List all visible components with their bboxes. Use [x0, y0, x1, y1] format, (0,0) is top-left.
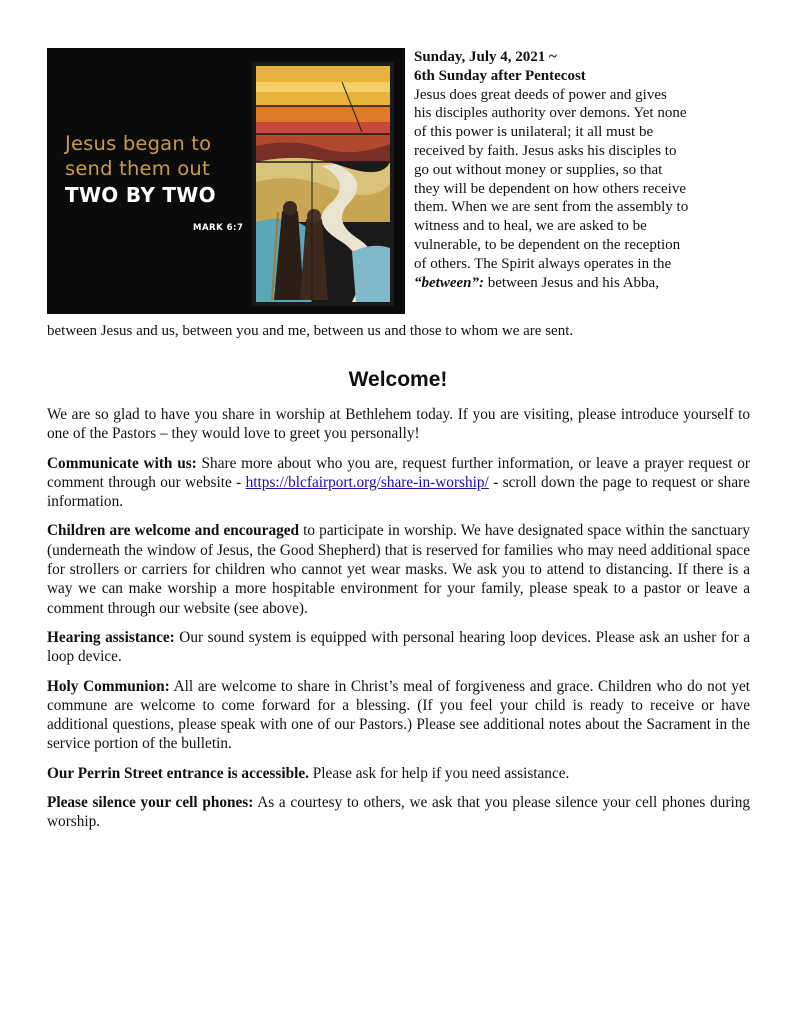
communicate-paragraph — [47, 454, 750, 512]
caption-line-3: TWO BY TWO — [65, 183, 216, 207]
intro-line: go out without money or supplies, so that — [414, 161, 663, 178]
accessibility-paragraph — [47, 764, 750, 783]
hearing-text: Our sound system is equipped with personal hearing loop devices. Please ask an usher for a loop device. — [47, 628, 750, 666]
communicate-text: Share more about who you are, request further information, or leave a prayer request or comment through our website - — [47, 454, 750, 491]
intro-line: of others. The Spirit always operates in the — [414, 255, 672, 272]
between-emphasis: “between”: — [414, 274, 484, 291]
communion-heading: Holy Communion: — [47, 677, 170, 695]
children-text: to participate in worship. We have designated space within the sanctuary (underneath the window of Jesus, the Good Shepherd) that is reserved for families who may need additional space for strollers or carriers for children who cannot yet wear masks. We ask you to attend to distancing. If there is a way we can make worship a more hospitable environment for your family, please speak to a pastor or leave a comment through our website (see above). — [47, 522, 751, 617]
intro-line: vulnerable, to be dependent on the reception — [414, 236, 681, 253]
children-heading: Children are welcome and encouraged — [47, 522, 300, 540]
welcome-heading: Welcome! — [348, 368, 448, 391]
header-image — [47, 48, 405, 314]
intro-line: Jesus does great deeds of power and gives — [414, 86, 667, 103]
caption-line-2: send them out — [65, 157, 210, 180]
intro-line: them. When we are sent from the assembly to — [414, 199, 689, 216]
welcome-section — [47, 405, 750, 842]
phones-text: As a courtesy to others, we ask that you please silence your cell phones during worship. — [47, 794, 750, 831]
scripture-reference: MARK 6:7 — [193, 223, 244, 233]
welcome-paragraph: We are so glad to have you share in worship at Bethlehem today. If you are visiting, please introduce yourself to one of the Pastors – they would love to greet you personally! — [47, 406, 750, 443]
communicate-text-end: - scroll down the page to request or share information. — [47, 473, 751, 511]
sunday-intro — [414, 48, 744, 292]
liturgical-occasion: 6th Sunday after Pentecost — [414, 67, 586, 84]
intro-line: of this power is unilateral; it all must be — [414, 124, 654, 141]
phones-paragraph — [47, 793, 750, 832]
hearing-paragraph — [47, 628, 750, 667]
phones-heading: Please silence your cell phones: — [47, 794, 254, 812]
communion-paragraph — [47, 677, 750, 754]
intro-line: they will be dependent on how others receive — [414, 180, 686, 197]
share-in-worship-link[interactable]: https://blcfairport.org/share-in-worship/ — [245, 473, 489, 491]
intro-line: his disciples authority over demons. Yet none — [414, 105, 687, 122]
accessibility-heading: Our Perrin Street entrance is accessible. — [47, 764, 309, 782]
intro-line — [414, 274, 744, 293]
intro-last-line: between Jesus and us, between you and me, between us and those to whom we are sent. — [47, 323, 574, 339]
hearing-heading: Hearing assistance: — [47, 628, 175, 646]
intro-line-rest: between Jesus and his Abba, — [483, 274, 659, 291]
intro-line: received by faith. Jesus asks his disciples to — [414, 142, 677, 159]
caption-line-1: Jesus began to — [65, 132, 212, 155]
communicate-heading: Communicate with us: — [47, 454, 197, 472]
accessibility-text: Please ask for help if you need assistance. — [308, 764, 570, 782]
intro-line: witness and to heal, we are asked to be — [414, 218, 647, 235]
communion-text: All are welcome to share in Christ’s meal of forgiveness and grace. Children who do not yet commune are welcome to come forward for a blessing. (If you feel your child is ready to receive or have additional questions, please speak with one of our Pastors.) Please see additional notes about the Sacrament in the service portion of the bulletin. — [47, 677, 750, 753]
children-paragraph — [47, 521, 750, 617]
service-date: Sunday, July 4, 2021 ~ — [414, 49, 557, 65]
stained-glass-illustration — [252, 62, 394, 306]
header-image-caption — [65, 131, 235, 209]
